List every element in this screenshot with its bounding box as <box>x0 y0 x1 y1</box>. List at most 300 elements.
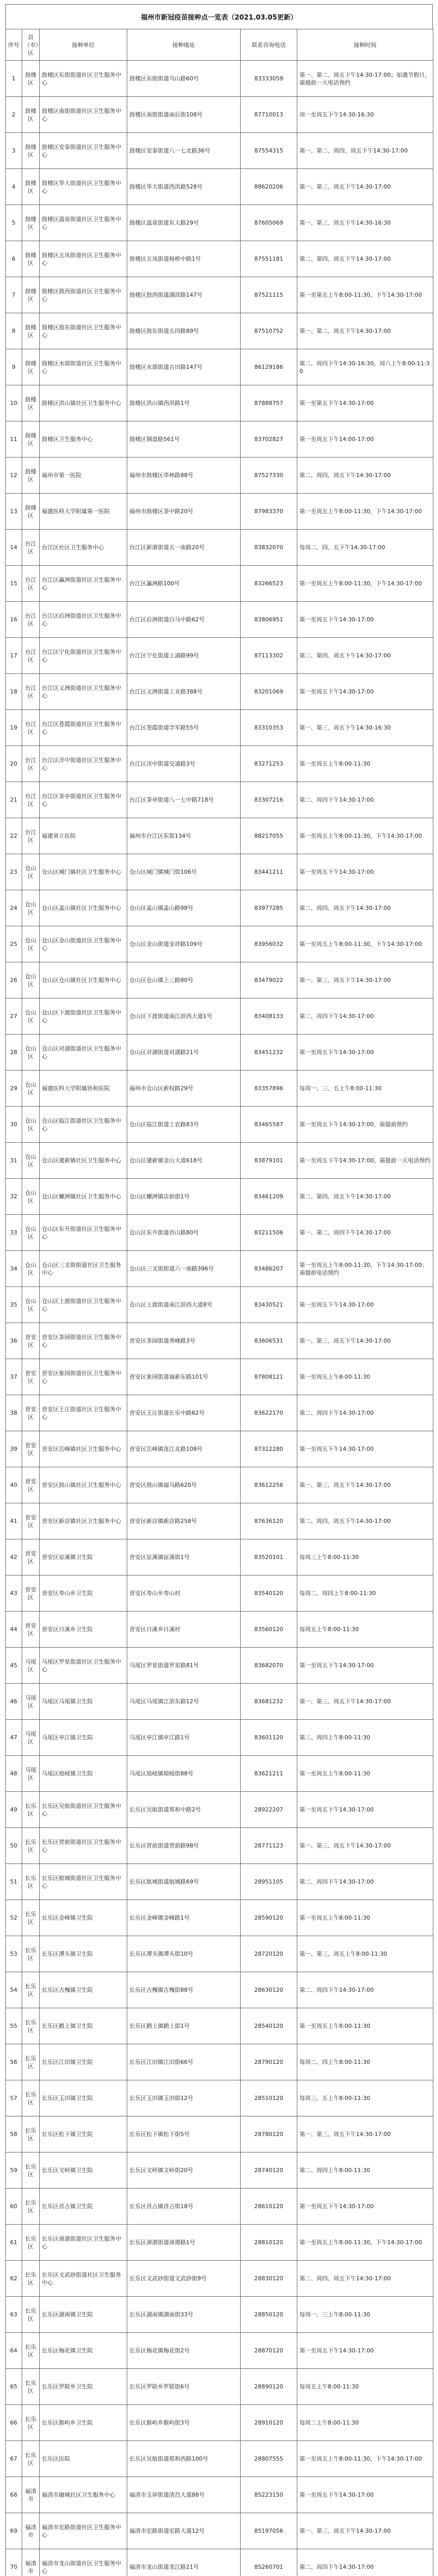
cell-unit: 福清市龙山街道社区卫生服务中心 <box>40 2549 127 2576</box>
cell-no: 39 <box>6 1431 22 1467</box>
cell-district: 台江区 <box>22 566 40 602</box>
cell-address: 福清市龙山街道龙江路21号 <box>127 2549 241 2576</box>
cell-no: 40 <box>6 1467 22 1503</box>
cell-address: 福州市仓山区新权路29号 <box>127 1071 241 1107</box>
table-row <box>6 1251 433 1287</box>
cell-address: 晋安区寿山乡寿山村 <box>127 1575 241 1612</box>
cell-time: 第一、第三、周五下午14:30-16:30 <box>297 710 433 746</box>
table-row <box>6 1143 433 1179</box>
cell-phone: 83333059 <box>241 61 297 97</box>
cell-district: 仓山区 <box>22 1035 40 1071</box>
cell-address: 仓山区临江街道工农路83号 <box>127 1107 241 1143</box>
cell-no: 69 <box>6 2513 22 2549</box>
cell-unit: 晋安区王庄街道社区卫生服务中心 <box>40 1395 127 1431</box>
cell-unit: 长乐区航城街道社区卫生服务中心 <box>40 1864 127 1900</box>
cell-phone: 87510752 <box>241 313 297 349</box>
cell-address: 台江区瀛洲路100号 <box>127 566 241 602</box>
cell-phone: 83430521 <box>241 1287 297 1323</box>
cell-no: 63 <box>6 2297 22 2333</box>
cell-time: 第一、第二、周五下午14:30-17:00；如遇节假日，需提前一天电话预约 <box>297 61 433 97</box>
cell-district: 晋安区 <box>22 1575 40 1612</box>
cell-district: 仓山区 <box>22 926 40 962</box>
cell-district: 福清市 <box>22 2513 40 2549</box>
cell-unit: 长乐区罗联乡卫生院 <box>40 2369 127 2405</box>
cell-district: 长乐区 <box>22 2405 40 2441</box>
cell-unit: 晋安区寿山乡卫生院 <box>40 1575 127 1612</box>
cell-unit: 马尾区罗星街道社区卫生服务中心 <box>40 1648 127 1684</box>
cell-no: 21 <box>6 782 22 818</box>
cell-address: 长乐区潭头镇潭头街10号 <box>127 1936 241 1972</box>
cell-phone: 28771123 <box>241 1828 297 1864</box>
cell-no: 64 <box>6 2333 22 2369</box>
table-row <box>6 1864 433 1900</box>
table-row <box>6 2441 433 2477</box>
cell-district: 台江区 <box>22 710 40 746</box>
cell-district: 长乐区 <box>22 2297 40 2333</box>
cell-address: 仓山区螺洲镇店前街1号 <box>127 1179 241 1215</box>
cell-time: 第一至周五上午8:00-11:30 <box>297 2008 433 2044</box>
table-row <box>6 710 433 746</box>
cell-address: 马尾区马尾镇江滨东路12号 <box>127 1684 241 1720</box>
cell-no: 33 <box>6 1215 22 1251</box>
cell-time: 周一至周五下午14:30-16:30 <box>297 97 433 133</box>
cell-time: 第二、周四下午14:30-17:00 <box>297 1864 433 1900</box>
cell-unit: 长乐区医院 <box>40 2441 127 2477</box>
cell-address: 鼓楼区安泰街道八一七北路36号 <box>127 133 241 169</box>
cell-time: 第一、第三、周五下午14:30-16:30 <box>297 205 433 241</box>
cell-unit: 长乐区文岭镇卫生院 <box>40 2153 127 2189</box>
cell-no: 7 <box>6 277 22 313</box>
cell-unit: 仓山区临江街道社区卫生服务中心 <box>40 1107 127 1143</box>
cell-address: 台江区茶亭街道八一七中路718号 <box>127 782 241 818</box>
cell-time: 第一至周五下午14:30-17:00 <box>297 854 433 890</box>
cell-time: 每周五上午8:00-11:30 <box>297 2369 433 2405</box>
cell-phone: 83601120 <box>241 1720 297 1756</box>
table-row <box>6 1359 433 1395</box>
cell-district: 仓山区 <box>22 1287 40 1323</box>
cell-phone: 83465587 <box>241 1107 297 1143</box>
cell-district: 长乐区 <box>22 2189 40 2225</box>
table-row <box>6 1431 433 1467</box>
cell-unit: 台江区后洲街道社区卫生服务中心 <box>40 602 127 638</box>
cell-address: 长乐区文武砂街道文武砂街9号 <box>127 2261 241 2297</box>
table-row <box>6 61 433 97</box>
cell-unit: 长乐区文武砂街道社区卫生服务中心 <box>40 2261 127 2297</box>
table-row <box>6 1287 433 1323</box>
cell-phone: 28510120 <box>241 2080 297 2116</box>
cell-address: 长乐区罗联乡罗联街6号 <box>127 2369 241 2405</box>
cell-unit: 台江区洋中街道社区卫生服务中心 <box>40 746 127 782</box>
table-row <box>6 530 433 566</box>
cell-address: 鼓楼区五凤街道杨桥中路1号 <box>127 241 241 277</box>
cell-unit: 晋安区鼓山镇社区卫生服务中心 <box>40 1467 127 1503</box>
cell-phone: 85197056 <box>241 2513 297 2549</box>
cell-district: 长乐区 <box>22 2080 40 2116</box>
cell-no: 37 <box>6 1359 22 1395</box>
table-row <box>6 385 433 421</box>
cell-time: 第二、周四上午8:00-11:30 <box>297 1720 433 1756</box>
cell-phone: 83806951 <box>241 602 297 638</box>
table-row <box>6 1648 433 1684</box>
cell-district: 长乐区 <box>22 2333 40 2369</box>
cell-district: 仓山区 <box>22 1107 40 1143</box>
table-row <box>6 97 433 133</box>
cell-no: 44 <box>6 1612 22 1648</box>
table-header <box>6 29 433 61</box>
cell-address: 福州市台江区东街134号 <box>127 818 241 854</box>
cell-time: 第二、周四下午14:30-17:00 <box>297 782 433 818</box>
cell-phone: 83702827 <box>241 421 297 457</box>
cell-district: 台江区 <box>22 674 40 710</box>
cell-phone: 83486207 <box>241 1251 297 1287</box>
cell-time: 第二、周四、周五下午14:30-17:00 <box>297 457 433 494</box>
cell-phone: 87636120 <box>241 1503 297 1539</box>
cell-phone: 83461209 <box>241 1179 297 1215</box>
table-row <box>6 2297 433 2333</box>
cell-address: 长乐区营前街道营前路98号 <box>127 1828 241 1864</box>
cell-unit: 鼓楼区水部街道社区卫生服务中心 <box>40 349 127 385</box>
cell-district: 鼓楼区 <box>22 421 40 457</box>
table-row <box>6 1612 433 1648</box>
table-row <box>6 1792 433 1828</box>
table-row <box>6 962 433 998</box>
cell-unit: 鼓楼区五凤街道社区卫生服务中心 <box>40 241 127 277</box>
cell-phone: 87521115 <box>241 277 297 313</box>
cell-no: 28 <box>6 1035 22 1071</box>
cell-district: 鼓楼区 <box>22 61 40 97</box>
cell-time: 第一至周五上午8:00-11:30，下午14:30-17:00 <box>297 494 433 530</box>
cell-district: 仓山区 <box>22 962 40 998</box>
cell-no: 17 <box>6 638 22 674</box>
cell-unit: 长乐区营前街道社区卫生服务中心 <box>40 1828 127 1864</box>
cell-time: 第二、周四、周五下午14:30-17:00 <box>297 890 433 926</box>
cell-time: 第一至周五下午14:00-17:00 <box>297 421 433 457</box>
table-row <box>6 133 433 169</box>
cell-no: 22 <box>6 818 22 854</box>
table-row <box>6 421 433 457</box>
cell-time: 每周三上午8:00-11:30 <box>297 1539 433 1575</box>
cell-district: 长乐区 <box>22 2225 40 2261</box>
cell-no: 2 <box>6 97 22 133</box>
cell-no: 10 <box>6 385 22 421</box>
cell-district: 鼓楼区 <box>22 133 40 169</box>
cell-address: 鼓楼区铜盘路561号 <box>127 421 241 457</box>
cell-time: 第一至周五下午14:30-17:00，需提前一天电话预约 <box>297 1143 433 1179</box>
cell-no: 43 <box>6 1575 22 1612</box>
cell-phone: 85260701 <box>241 2549 297 2576</box>
cell-unit: 福建医科大学附属第一医院 <box>40 494 127 530</box>
cell-time: 第二、周四上午8:00-11:30 <box>297 2153 433 2189</box>
cell-phone: 83408133 <box>241 998 297 1035</box>
cell-unit: 晋安区新店镇社区卫生服务中心 <box>40 1503 127 1539</box>
cell-address: 仓山区下渡街道南江滨西大道1号 <box>127 998 241 1035</box>
table-row <box>6 457 433 494</box>
cell-district: 长乐区 <box>22 2044 40 2080</box>
cell-unit: 鼓楼区东街街道社区卫生服务中心 <box>40 61 127 97</box>
cell-district: 长乐区 <box>22 1792 40 1828</box>
cell-district: 晋安区 <box>22 1612 40 1648</box>
vaccination-sites-table <box>5 29 433 2576</box>
cell-time: 第二、第四、周五下午14:30-17:00 <box>297 241 433 277</box>
cell-time: 第一、第二、周五下午14:30-17:00 <box>297 313 433 349</box>
cell-address: 鼓楼区水部街道古田路147号 <box>127 349 241 385</box>
cell-phone: 87888757 <box>241 385 297 421</box>
table-row <box>6 2044 433 2080</box>
cell-district: 仓山区 <box>22 1179 40 1215</box>
cell-district: 鼓楼区 <box>22 385 40 421</box>
cell-no: 56 <box>6 2044 22 2080</box>
cell-address: 长乐区梅花镇梅花街2号 <box>127 2333 241 2369</box>
cell-district: 晋安区 <box>22 1503 40 1539</box>
cell-unit: 台江区宁化街道社区卫生服务中心 <box>40 638 127 674</box>
cell-unit: 长乐区吴航街道社区卫生服务中心 <box>40 1792 127 1828</box>
cell-phone: 83201069 <box>241 674 297 710</box>
cell-time: 第一至周五上午8:00-11:30 <box>297 746 433 782</box>
table-body <box>6 61 433 2576</box>
cell-unit: 长乐区古槐镇卫生院 <box>40 1972 127 2008</box>
table-row <box>6 746 433 782</box>
cell-no: 5 <box>6 205 22 241</box>
table-row <box>6 205 433 241</box>
cell-district: 马尾区 <box>22 1756 40 1792</box>
cell-district: 鼓楼区 <box>22 205 40 241</box>
cell-address: 晋安区茶园街道秀峰路3号 <box>127 1323 241 1359</box>
cell-unit: 鼓楼区温泉街道社区卫生服务中心 <box>40 205 127 241</box>
cell-district: 台江区 <box>22 602 40 638</box>
cell-no: 29 <box>6 1071 22 1107</box>
cell-address: 长乐区玉田镇玉田街12号 <box>127 2080 241 2116</box>
cell-unit: 长乐区漳港街道社区卫生服务中心 <box>40 2225 127 2261</box>
cell-unit: 长乐区金峰镇卫生院 <box>40 1900 127 1936</box>
cell-district: 台江区 <box>22 746 40 782</box>
cell-phone: 87710013 <box>241 97 297 133</box>
cell-unit: 长乐区潭头镇卫生院 <box>40 1936 127 1972</box>
header-time: 接种时间 <box>297 29 433 61</box>
cell-unit: 长乐区江田镇卫生院 <box>40 2044 127 2080</box>
cell-district: 长乐区 <box>22 2153 40 2189</box>
cell-time: 第二、周四下午14:30-17:00 <box>297 998 433 1035</box>
cell-no: 50 <box>6 1828 22 1864</box>
table-row <box>6 2549 433 2576</box>
cell-district: 晋安区 <box>22 1539 40 1575</box>
cell-no: 66 <box>6 2405 22 2441</box>
cell-time: 第一、第三、周五下午14:30-17:00 <box>297 169 433 205</box>
cell-time: 第一、第三、周五下午14:30-17:00 <box>297 2116 433 2153</box>
cell-address: 晋安区王庄街道长乐中路62号 <box>127 1395 241 1431</box>
cell-address: 鼓楼区温泉街道东大路29号 <box>127 205 241 241</box>
cell-no: 14 <box>6 530 22 566</box>
table-row <box>6 1323 433 1359</box>
cell-phone: 83621211 <box>241 1756 297 1792</box>
cell-district: 仓山区 <box>22 1143 40 1179</box>
cell-address: 长乐区江田镇江田街66号 <box>127 2044 241 2080</box>
cell-no: 57 <box>6 2080 22 2116</box>
cell-time: 每周一、三、五上午8:00-11:30 <box>297 1071 433 1107</box>
cell-district: 马尾区 <box>22 1684 40 1720</box>
cell-time: 第一、第二、周四下午14:30-17:00 <box>297 1215 433 1251</box>
cell-unit: 仓山区对湖街道社区卫生服务中心 <box>40 1035 127 1071</box>
cell-no: 1 <box>6 61 22 97</box>
cell-address: 台江区宁化街道上浦路99号 <box>127 638 241 674</box>
cell-time: 第一、第三、周五上午8:00-11:30 <box>297 1936 433 1972</box>
cell-unit: 仓山区下渡街道社区卫生服务中心 <box>40 998 127 1035</box>
cell-no: 59 <box>6 2153 22 2189</box>
table-row <box>6 2080 433 2116</box>
cell-address: 鼓楼区南街街道南后街108号 <box>127 97 241 133</box>
cell-unit: 马尾区琅岐镇卫生院 <box>40 1756 127 1792</box>
cell-time: 第一、第三、周五下午14:30-17:00 <box>297 1467 433 1503</box>
table-row <box>6 2261 433 2297</box>
cell-address: 福州市鼓楼区茶中路20号 <box>127 494 241 530</box>
cell-time: 第一至周五上午8:00-11:30 <box>297 1900 433 1936</box>
table-row <box>6 2477 433 2513</box>
table-row <box>6 277 433 313</box>
cell-unit: 晋安区宦溪镇卫生院 <box>40 1539 127 1575</box>
cell-no: 62 <box>6 2261 22 2297</box>
cell-no: 51 <box>6 1864 22 1900</box>
cell-district: 仓山区 <box>22 890 40 926</box>
cell-unit: 仓山区金山街道社区卫生服务中心 <box>40 926 127 962</box>
cell-unit: 福清市融城社区卫生服务中心 <box>40 2477 127 2513</box>
cell-district: 鼓楼区 <box>22 97 40 133</box>
cell-no: 53 <box>6 1936 22 1972</box>
cell-phone: 88217055 <box>241 818 297 854</box>
table-row <box>6 1972 433 2008</box>
cell-unit: 仓山区建新镇社区卫生服务中心 <box>40 1143 127 1179</box>
cell-district: 鼓楼区 <box>22 457 40 494</box>
cell-time: 第一、第三、周五下午14:30-17:00 <box>297 962 433 998</box>
cell-no: 3 <box>6 133 22 169</box>
cell-no: 20 <box>6 746 22 782</box>
cell-time: 第一至周五上午8:00-11:30，下午14:30-17:00 <box>297 926 433 962</box>
cell-no: 15 <box>6 566 22 602</box>
cell-district: 马尾区 <box>22 1648 40 1684</box>
cell-phone: 83956032 <box>241 926 297 962</box>
cell-no: 31 <box>6 1143 22 1179</box>
table-row <box>6 2116 433 2153</box>
header-unit: 接种单位 <box>40 29 127 61</box>
cell-unit: 仓山区三叉街街道社区卫生服务中心 <box>40 1251 127 1287</box>
cell-time: 第一至第五上午8:00-11:30，下午14:30-17:00 <box>297 277 433 313</box>
cell-unit: 晋安区茶园街道社区卫生服务中心 <box>40 1323 127 1359</box>
cell-address: 福州市鼓楼区华林路88号 <box>127 457 241 494</box>
cell-address: 仓山区三叉街街道六一南路396号 <box>127 1251 241 1287</box>
cell-phone: 88620206 <box>241 169 297 205</box>
table-row <box>6 854 433 890</box>
cell-address: 晋安区鼓山镇福马路620号 <box>127 1467 241 1503</box>
cell-phone: 28807555 <box>241 2441 297 2477</box>
cell-address: 仓山区东升街道首山路80号 <box>127 1215 241 1251</box>
cell-no: 26 <box>6 962 22 998</box>
table-row <box>6 602 433 638</box>
table-row <box>6 313 433 349</box>
cell-unit: 台江区茶亭街道社区卫生服务中心 <box>40 782 127 818</box>
cell-no: 70 <box>6 2549 22 2576</box>
cell-time: 第一至周五下午14:30-17:00 <box>297 602 433 638</box>
cell-time: 第一至周五下午14:30-17:00 <box>297 1792 433 1828</box>
table-row <box>6 638 433 674</box>
cell-unit: 长乐区松下镇卫生院 <box>40 2116 127 2153</box>
cell-address: 鼓楼区华大街道西洪路528号 <box>127 169 241 205</box>
cell-phone: 83479022 <box>241 962 297 998</box>
cell-no: 45 <box>6 1648 22 1684</box>
cell-district: 晋安区 <box>22 1467 40 1503</box>
cell-address: 长乐区吴航街道郑和中路2号 <box>127 1792 241 1828</box>
cell-phone: 28951105 <box>241 1864 297 1900</box>
cell-phone: 87551181 <box>241 241 297 277</box>
cell-district: 台江区 <box>22 530 40 566</box>
cell-phone: 28810120 <box>241 2225 297 2261</box>
cell-no: 46 <box>6 1684 22 1720</box>
cell-no: 38 <box>6 1395 22 1431</box>
cell-district: 鼓楼区 <box>22 277 40 313</box>
cell-time: 第一、第三、周五下午14:30-17:00 <box>297 1684 433 1720</box>
cell-no: 67 <box>6 2441 22 2477</box>
cell-time: 第二、周四下午14:30-16:30，周六上午8:00-11:30 <box>297 349 433 385</box>
cell-address: 福清市宏路街道宏路大道12号 <box>127 2513 241 2549</box>
table-row <box>6 2153 433 2189</box>
cell-no: 34 <box>6 1251 22 1287</box>
cell-phone: 83606531 <box>241 1323 297 1359</box>
cell-time: 第一至第五下午14:30-17:00 <box>297 385 433 421</box>
cell-district: 晋安区 <box>22 1431 40 1467</box>
table-row <box>6 349 433 385</box>
cell-phone: 83310353 <box>241 710 297 746</box>
cell-unit: 台江区瀛洲街道社区卫生服务中心 <box>40 566 127 602</box>
cell-address: 晋安区新店镇新店路258号 <box>127 1503 241 1539</box>
cell-phone: 87808121 <box>241 1359 297 1395</box>
cell-time: 第一至周五下午14:30-17:00 <box>297 1287 433 1323</box>
cell-time: 第一至周五下午14:30-17:00 <box>297 2189 433 2225</box>
table-row <box>6 1395 433 1431</box>
cell-district: 长乐区 <box>22 1972 40 2008</box>
cell-district: 长乐区 <box>22 2008 40 2044</box>
cell-district: 仓山区 <box>22 1071 40 1107</box>
table-row <box>6 1215 433 1251</box>
cell-time: 第二、周四下午14:30-17:00 <box>297 1972 433 2008</box>
cell-address: 长乐区湖南镇湖南街33号 <box>127 2297 241 2333</box>
cell-address: 长乐区吴航街道郑和西路100号 <box>127 2441 241 2477</box>
cell-address: 仓山区建新镇金山大道618号 <box>127 1143 241 1179</box>
table-row <box>6 1684 433 1720</box>
cell-time: 第二、第四、周五下午14:30-17:00 <box>297 638 433 674</box>
cell-unit: 鼓楼区南街街道社区卫生服务中心 <box>40 97 127 133</box>
cell-phone: 87113302 <box>241 638 297 674</box>
cell-time: 每周一、三上午8:00-11:30 <box>297 2297 433 2333</box>
table-row <box>6 1539 433 1575</box>
cell-phone: 83266523 <box>241 566 297 602</box>
cell-district: 晋安区 <box>22 1359 40 1395</box>
cell-unit: 长乐区首占镇卫生院 <box>40 2189 127 2225</box>
header-district: 县（市）区 <box>22 29 40 61</box>
cell-address: 长乐区猴屿乡猴屿街3号 <box>127 2405 241 2441</box>
cell-time: 第一、第三、周五下午14:30-17:00 <box>297 1323 433 1359</box>
cell-district: 长乐区 <box>22 2261 40 2297</box>
table-row <box>6 1503 433 1539</box>
cell-no: 8 <box>6 313 22 349</box>
table-row <box>6 1179 433 1215</box>
cell-unit: 长乐区鹤上镇卫生院 <box>40 2008 127 2044</box>
cell-district: 仓山区 <box>22 854 40 890</box>
cell-phone: 83520101 <box>241 1539 297 1575</box>
cell-address: 鼓楼区鼓西街道湖滨路147号 <box>127 277 241 313</box>
cell-phone: 28740120 <box>241 2153 297 2189</box>
cell-time: 第一至周五上午8:00-11:30，下午14:30-17:00 <box>297 2441 433 2477</box>
cell-no: 36 <box>6 1323 22 1359</box>
cell-time: 第一至周五上午8:00-11:30，下午14:30-17:00 <box>297 566 433 602</box>
cell-district: 仓山区 <box>22 1251 40 1287</box>
cell-address: 长乐区航城街道航城路69号 <box>127 1864 241 1900</box>
